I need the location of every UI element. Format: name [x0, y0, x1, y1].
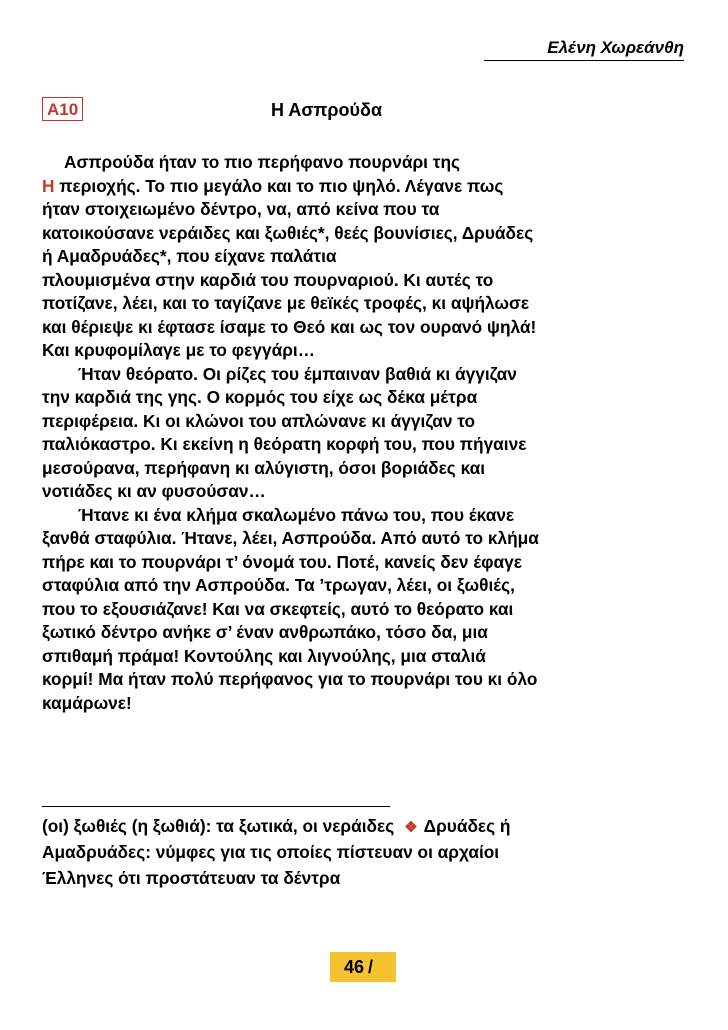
- story-line-text: περιοχής. Το πιο μεγάλο και το πιο ψηλό. Λέγανε πως: [59, 175, 504, 196]
- story-line: πλουμισμένα στην καρδιά του πουρναριού. Κι αυτές το: [42, 269, 494, 290]
- story-title: Η Ασπρούδα: [271, 100, 383, 120]
- story-line: ποτίζανε, λέει, και το ταγίζανε με θεϊκές τροφές, κι αψήλωσε: [42, 293, 530, 313]
- page-separator: /: [368, 957, 374, 977]
- story-line: σπιθαμή πράμα! Κοντούλης και λιγνούλης, μια σταλιά: [42, 645, 486, 666]
- author-name: Ελένη Χωρεάνθη: [484, 38, 684, 61]
- story-line: πήρε και το πουρνάρι τ’ όνομά του. Ποτέ, κανείς δεν έφαγε: [42, 551, 522, 572]
- story-line: κορμί! Μα ήταν πολύ περήφανος για το πουρνάρι του κι όλο: [42, 669, 538, 689]
- drop-letter: Η: [42, 175, 55, 196]
- story-line: παλιόκαστρο. Κι εκείνη η θεόρατη κορφή του, που πήγαινε: [42, 434, 527, 454]
- story-line: ή Αμαδρυάδες*, που είχανε παλάτια: [42, 246, 337, 266]
- footnote-line: [42, 813, 687, 839]
- story-line: μεσούρανα, περήφανη κι αλύγιστη, όσοι βοριάδες και: [42, 457, 486, 478]
- story-line: ήταν στοιχειωμένο δέντρο, να, από κείνα που τα: [42, 199, 440, 219]
- story-line: περιφέρεια. Κι οι κλώνοι του απλώνανε κι άγγιζαν το: [42, 410, 476, 431]
- story-line: Ασπρούδα ήταν το πιο περήφανο πουρνάρι της: [64, 152, 461, 172]
- story-line: ξανθά σταφύλια. Ήτανε, λέει, Ασπρούδα. Από αυτό το κλήμα: [42, 528, 539, 548]
- footnote-line: Αμαδρυάδες: νύμφες για τις οποίες πίστευαν οι αρχαίοι: [42, 842, 500, 862]
- story-line: Ήταν θεόρατο. Οι ρίζες του έμπαιναν βαθιά κι άγγιζαν: [78, 363, 517, 384]
- footnotes: [42, 813, 687, 891]
- story-line: Ήτανε κι ένα κλήμα σκαλωμένο πάνω του, που έκανε: [78, 504, 515, 525]
- page-number: [344, 956, 373, 978]
- story-line: Και κρυφομίλαγε με το φεγγάρι…: [42, 340, 315, 360]
- story-code-badge: Α10: [42, 97, 83, 121]
- story-line: που το εξουσιάζανε! Και να σκεφτείς, αυτό το θεόρατο και: [42, 598, 514, 619]
- footnote-text: (οι) ξωθιές (η ξωθιά): τα ξωτικά, οι νεράιδες: [42, 816, 395, 836]
- page-number-value: 46: [344, 957, 365, 977]
- footnote-text: Δρυάδες ή: [423, 816, 511, 836]
- story-line: [42, 175, 687, 199]
- story-line: καμάρωνε!: [42, 692, 132, 713]
- footnote-divider: [42, 806, 390, 807]
- footnote-line: Έλληνες ότι προστάτευαν τα δέντρα: [42, 868, 341, 888]
- diamond-bullet-icon: ❖: [404, 819, 418, 836]
- story-line: κατοικούσανε νεράιδες και ξωθιές*, θεές βουνίσιες, Δρυάδες: [42, 222, 534, 243]
- story-line: ξωτικό δέντρο ανήκε σ’ έναν ανθρωπάκο, τόσο δα, μια: [42, 622, 488, 642]
- story-line: και θέριεψε κι έφτασε ίσαμε το Θεό και ως τον ουρανό ψηλά!: [42, 316, 537, 337]
- story-line: σταφύλια από την Ασπρούδα. Τα ’τρωγαν, λέει, οι ξωθιές,: [42, 575, 515, 595]
- story-line: νοτιάδες κι αν φυσούσαν…: [42, 481, 266, 501]
- story-line: την καρδιά της γης. Ο κορμός του είχε ως δέκα μέτρα: [42, 387, 478, 407]
- story-body: [42, 151, 687, 715]
